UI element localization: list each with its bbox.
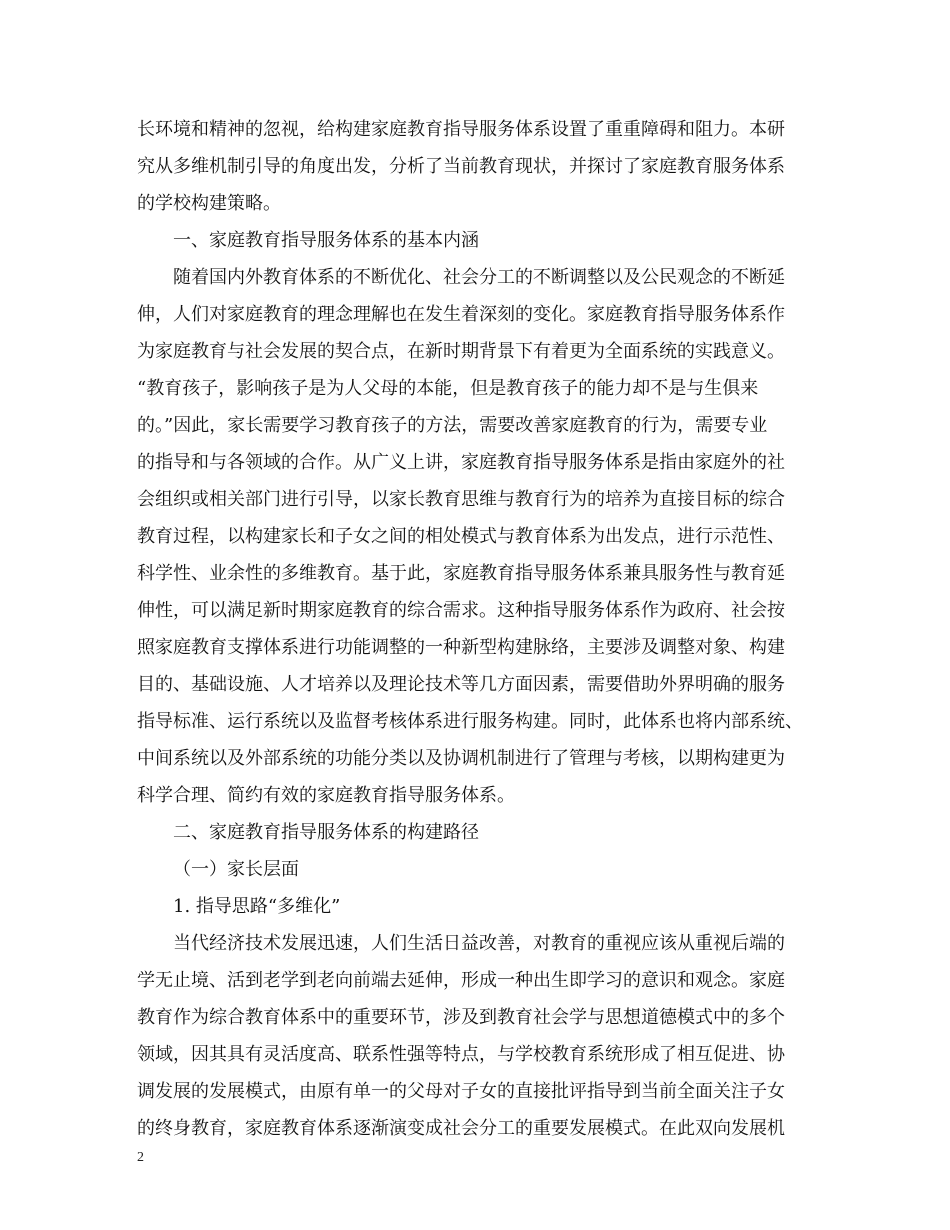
text-line: 照家庭教育支撑体系进行功能调整的一种新型构建脉络，主要涉及调整对象、构建 bbox=[137, 637, 785, 658]
subsection-heading: 1. 指导思路“多维化” bbox=[173, 896, 341, 917]
text-line: 指导标准、运行系统以及监督考核体系进行服务构建。同时，此体系也将内部系统、 bbox=[137, 711, 803, 732]
text-line: 调发展的发展模式，由原有单一的父母对子女的直接批评指导到当前全面关注子女 bbox=[137, 1081, 785, 1102]
text-line: 学无止境、活到老学到老向前端去延伸，形成一种出生即学习的意识和观念。家庭 bbox=[137, 970, 785, 991]
text-line: 目的、基础设施、人才培养以及理论技术等几方面因素，需要借助外界明确的服务 bbox=[137, 674, 785, 695]
page-number: 2 bbox=[137, 1150, 144, 1165]
text-line: 科学性、业余性的多维教育。基于此，家庭教育指导服务体系兼具服务性与教育延 bbox=[137, 563, 785, 584]
text-line: 的终身教育，家庭教育体系逐渐演变成社会分工的重要发展模式。在此双向发展机 bbox=[137, 1118, 785, 1139]
text-line: 教育过程，以构建家长和子女之间的相处模式与教育体系为出发点，进行示范性、 bbox=[137, 526, 785, 547]
text-line: 伸性，可以满足新时期家庭教育的综合需求。这种指导服务体系作为政府、社会按 bbox=[137, 600, 785, 621]
text-line: 的。”因此，家长需要学习教育孩子的方法，需要改善家庭教育的行为，需要专业 bbox=[137, 415, 768, 436]
text-line: 的指导和与各领域的合作。从广义上讲，家庭教育指导服务体系是指由家庭外的社 bbox=[137, 452, 785, 473]
text-line: “教育孩子，影响孩子是为人父母的本能，但是教育孩子的能力却不是与生俱来 bbox=[137, 378, 759, 399]
text-line: 长环境和精神的忽视，给构建家庭教育指导服务体系设置了重重障碍和阻力。本研 bbox=[137, 119, 785, 140]
subsection-heading: （一）家长层面 bbox=[173, 859, 299, 880]
text-line: 会组织或相关部门进行引导，以家长教育思维与教育行为的培养为直接目标的综合 bbox=[137, 489, 785, 510]
text-line: 当代经济技术发展迅速，人们生活日益改善，对教育的重视应该从重视后端的 bbox=[173, 933, 785, 954]
text-line: 教育作为综合教育体系中的重要环节，涉及到教育社会学与思想道德模式中的多个 bbox=[137, 1007, 785, 1028]
section-heading: 一、家庭教育指导服务体系的基本内涵 bbox=[173, 230, 479, 251]
text-line: 为家庭教育与社会发展的契合点，在新时期背景下有着更为全面系统的实践意义。 bbox=[137, 341, 785, 362]
text-line: 伸，人们对家庭教育的理念理解也在发生着深刻的变化。家庭教育指导服务体系作 bbox=[137, 304, 785, 325]
text-line: 随着国内外教育体系的不断优化、社会分工的不断调整以及公民观念的不断延 bbox=[173, 267, 785, 288]
text-line: 领域，因其具有灵活度高、联系性强等特点，与学校教育系统形成了相互促进、协 bbox=[137, 1044, 785, 1065]
text-line: 中间系统以及外部系统的功能分类以及协调机制进行了管理与考核，以期构建更为 bbox=[137, 748, 785, 769]
section-heading: 二、家庭教育指导服务体系的构建路径 bbox=[173, 822, 479, 843]
text-line: 科学合理、简约有效的家庭教育指导服务体系。 bbox=[137, 785, 515, 806]
text-line: 究从多维机制引导的角度出发，分析了当前教育现状，并探讨了家庭教育服务体系 bbox=[137, 156, 785, 177]
text-line: 的学校构建策略。 bbox=[137, 193, 281, 214]
